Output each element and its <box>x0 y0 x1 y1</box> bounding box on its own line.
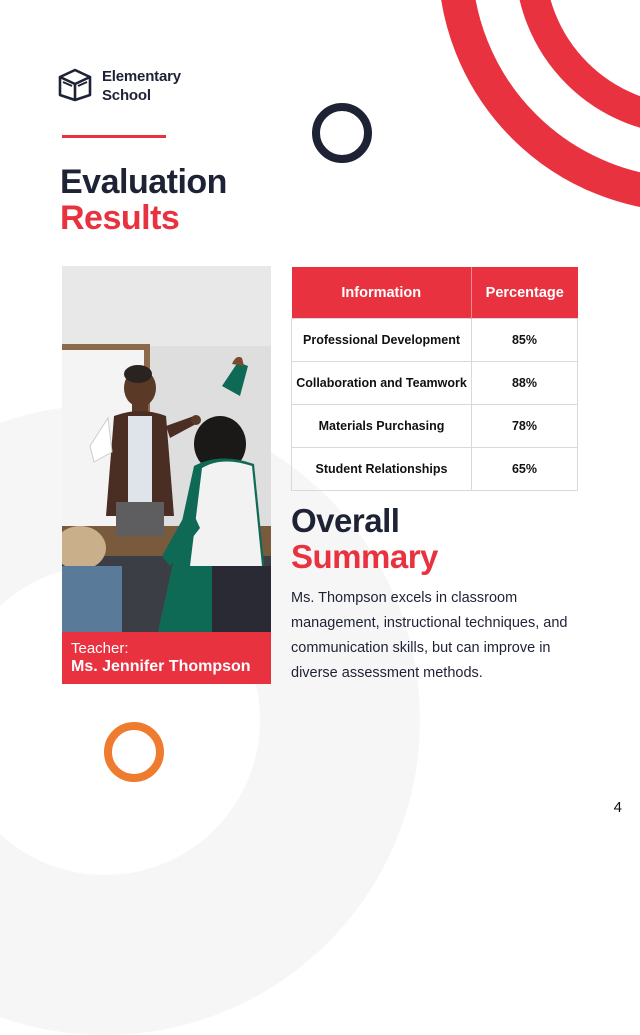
navy-ring <box>309 100 375 166</box>
table-row <box>292 362 578 405</box>
row-information: Professional Development <box>292 319 472 362</box>
page-number: 4 <box>613 799 622 816</box>
school-name: Elementary School <box>102 68 181 104</box>
page-title-line2: Results <box>60 199 180 237</box>
row-percentage: 88% <box>472 362 578 405</box>
title-divider <box>62 135 166 138</box>
row-percentage: 78% <box>472 405 578 448</box>
table-header-row <box>292 267 578 319</box>
summary-title <box>291 503 438 575</box>
summary-text: Ms. Thompson excels in classroom management, instructional techniques, and communication skills, but can improve in diverse assessment methods. <box>291 590 568 681</box>
row-percentage: 65% <box>472 448 578 491</box>
row-information: Student Relationships <box>292 448 472 491</box>
header-percentage: Percentage <box>472 267 578 319</box>
header-information: Information <box>292 267 472 319</box>
evaluation-table <box>291 267 578 491</box>
summary-title-line2: Summary <box>291 538 438 575</box>
orange-ring <box>101 719 167 785</box>
table-row <box>292 405 578 448</box>
corner-red-rings <box>420 0 640 215</box>
teacher-photo <box>62 266 271 632</box>
teacher-label: Teacher: <box>71 640 129 657</box>
table-row <box>292 448 578 491</box>
book-cube-icon <box>58 68 92 102</box>
row-percentage: 85% <box>472 319 578 362</box>
row-information: Collaboration and Teamwork <box>292 362 472 405</box>
teacher-caption <box>62 632 271 684</box>
teacher-name: Ms. Jennifer Thompson <box>71 658 251 675</box>
summary-title-line1: Overall <box>291 502 400 539</box>
row-information: Materials Purchasing <box>292 405 472 448</box>
page-title <box>60 164 227 236</box>
table-row <box>292 319 578 362</box>
classroom-illustration <box>62 266 271 632</box>
page-title-line1: Evaluation <box>60 163 227 201</box>
